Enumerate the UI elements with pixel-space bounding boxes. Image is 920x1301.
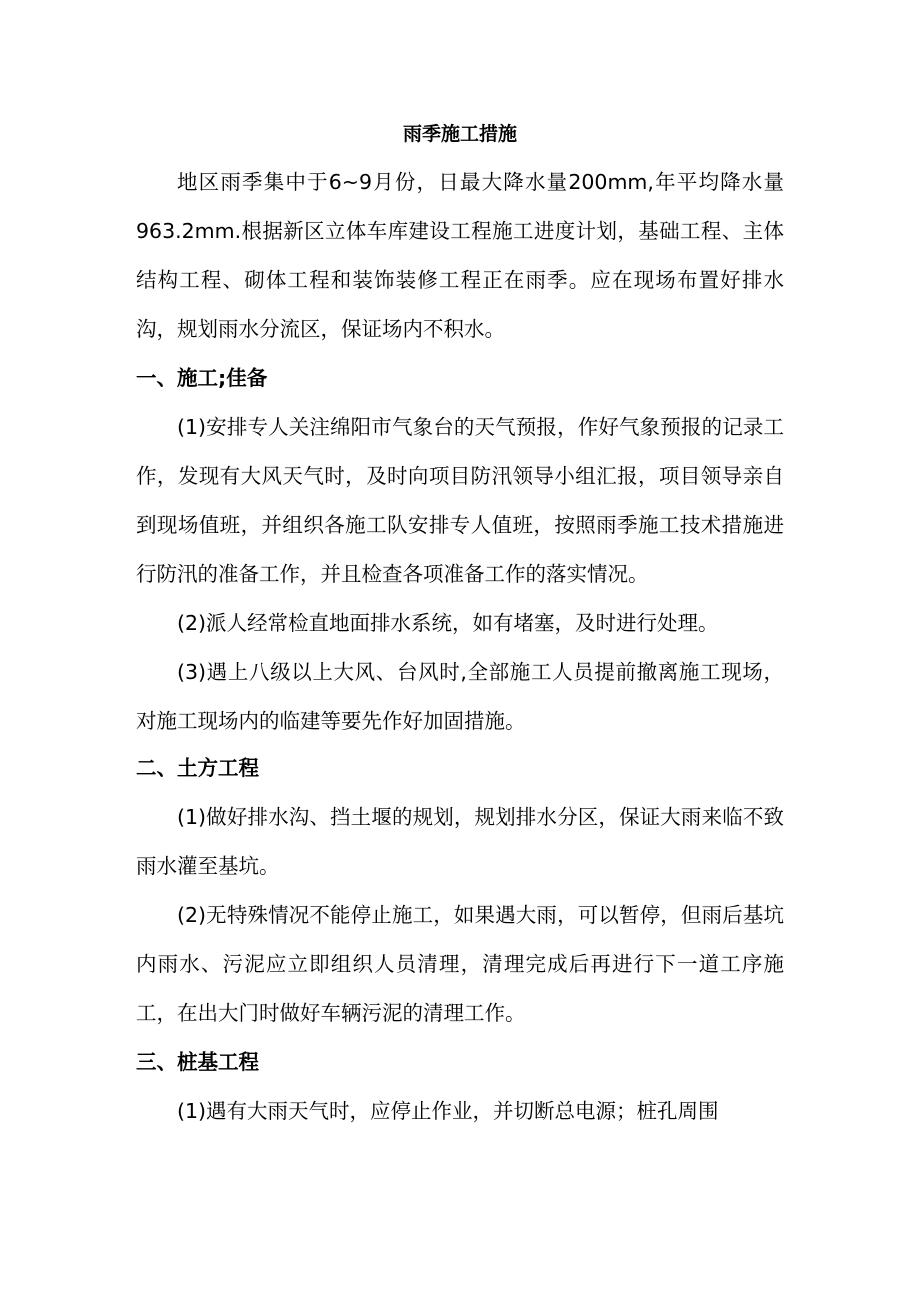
preparation-item-3: (3)遇上八级以上大风、台风时,全部施工人员提前撤离施工现场，对施工现场内的临建等要先作好加固措施。	[136, 660, 784, 733]
earthwork-item-2: (2)无特殊情况不能停止施工，如果遇大雨，可以暂停，但雨后基坑内雨水、污泥应立即组织人员清理，清理完成后再进行下一道工序施工，在出大门时做好车辆污泥的清理工作。	[136, 903, 784, 1025]
section-heading-earthwork: 二、土方工程	[136, 756, 259, 780]
preparation-item-2: (2)派人经常检直地面排水系统，如有堵塞，及时进行处理。	[177, 611, 719, 635]
section-preparation-body	[136, 403, 784, 746]
section-heading-pile-foundation: 三、桩基工程	[136, 1050, 259, 1074]
section-heading-preparation: 一、施工;佳备	[136, 366, 268, 390]
section-pile-foundation-body	[136, 1087, 784, 1136]
section-earthwork-body	[136, 793, 784, 1038]
intro-paragraph-block	[136, 158, 784, 354]
pile-foundation-item-1: (1)遇有大雨天气时，应停止作业，并切断总电源；桩孔周围	[177, 1099, 719, 1123]
document-title: 雨季施工措施	[402, 123, 517, 145]
earthwork-item-1: (1)做好排水沟、挡土堰的规划，规划排水分区，保证大雨来临不致雨水灌至基坑。	[136, 805, 784, 878]
intro-paragraph: 地区雨季集中于6~9月份，日最大降水量200mm,年平均降水量963.2mm.根据新区立体车库建设工程施工进度计划，基础工程、主体结构工程、砌体工程和装饰装修工程正在雨季。应在现场布置好排水沟，规划雨水分流区，保证场内不积水。	[136, 170, 784, 341]
preparation-item-1: (1)安排专人关注绵阳市气象台的天气预报，作好气象预报的记录工作，发现有大风天气时，及时向项目防汛领导小组汇报，项目领导亲自到现场值班，并组织各施工队安排专人值班，按照雨季施工技术措施进行防汛的准备工作，并且检查各项准备工作的落实情况。	[136, 415, 784, 586]
